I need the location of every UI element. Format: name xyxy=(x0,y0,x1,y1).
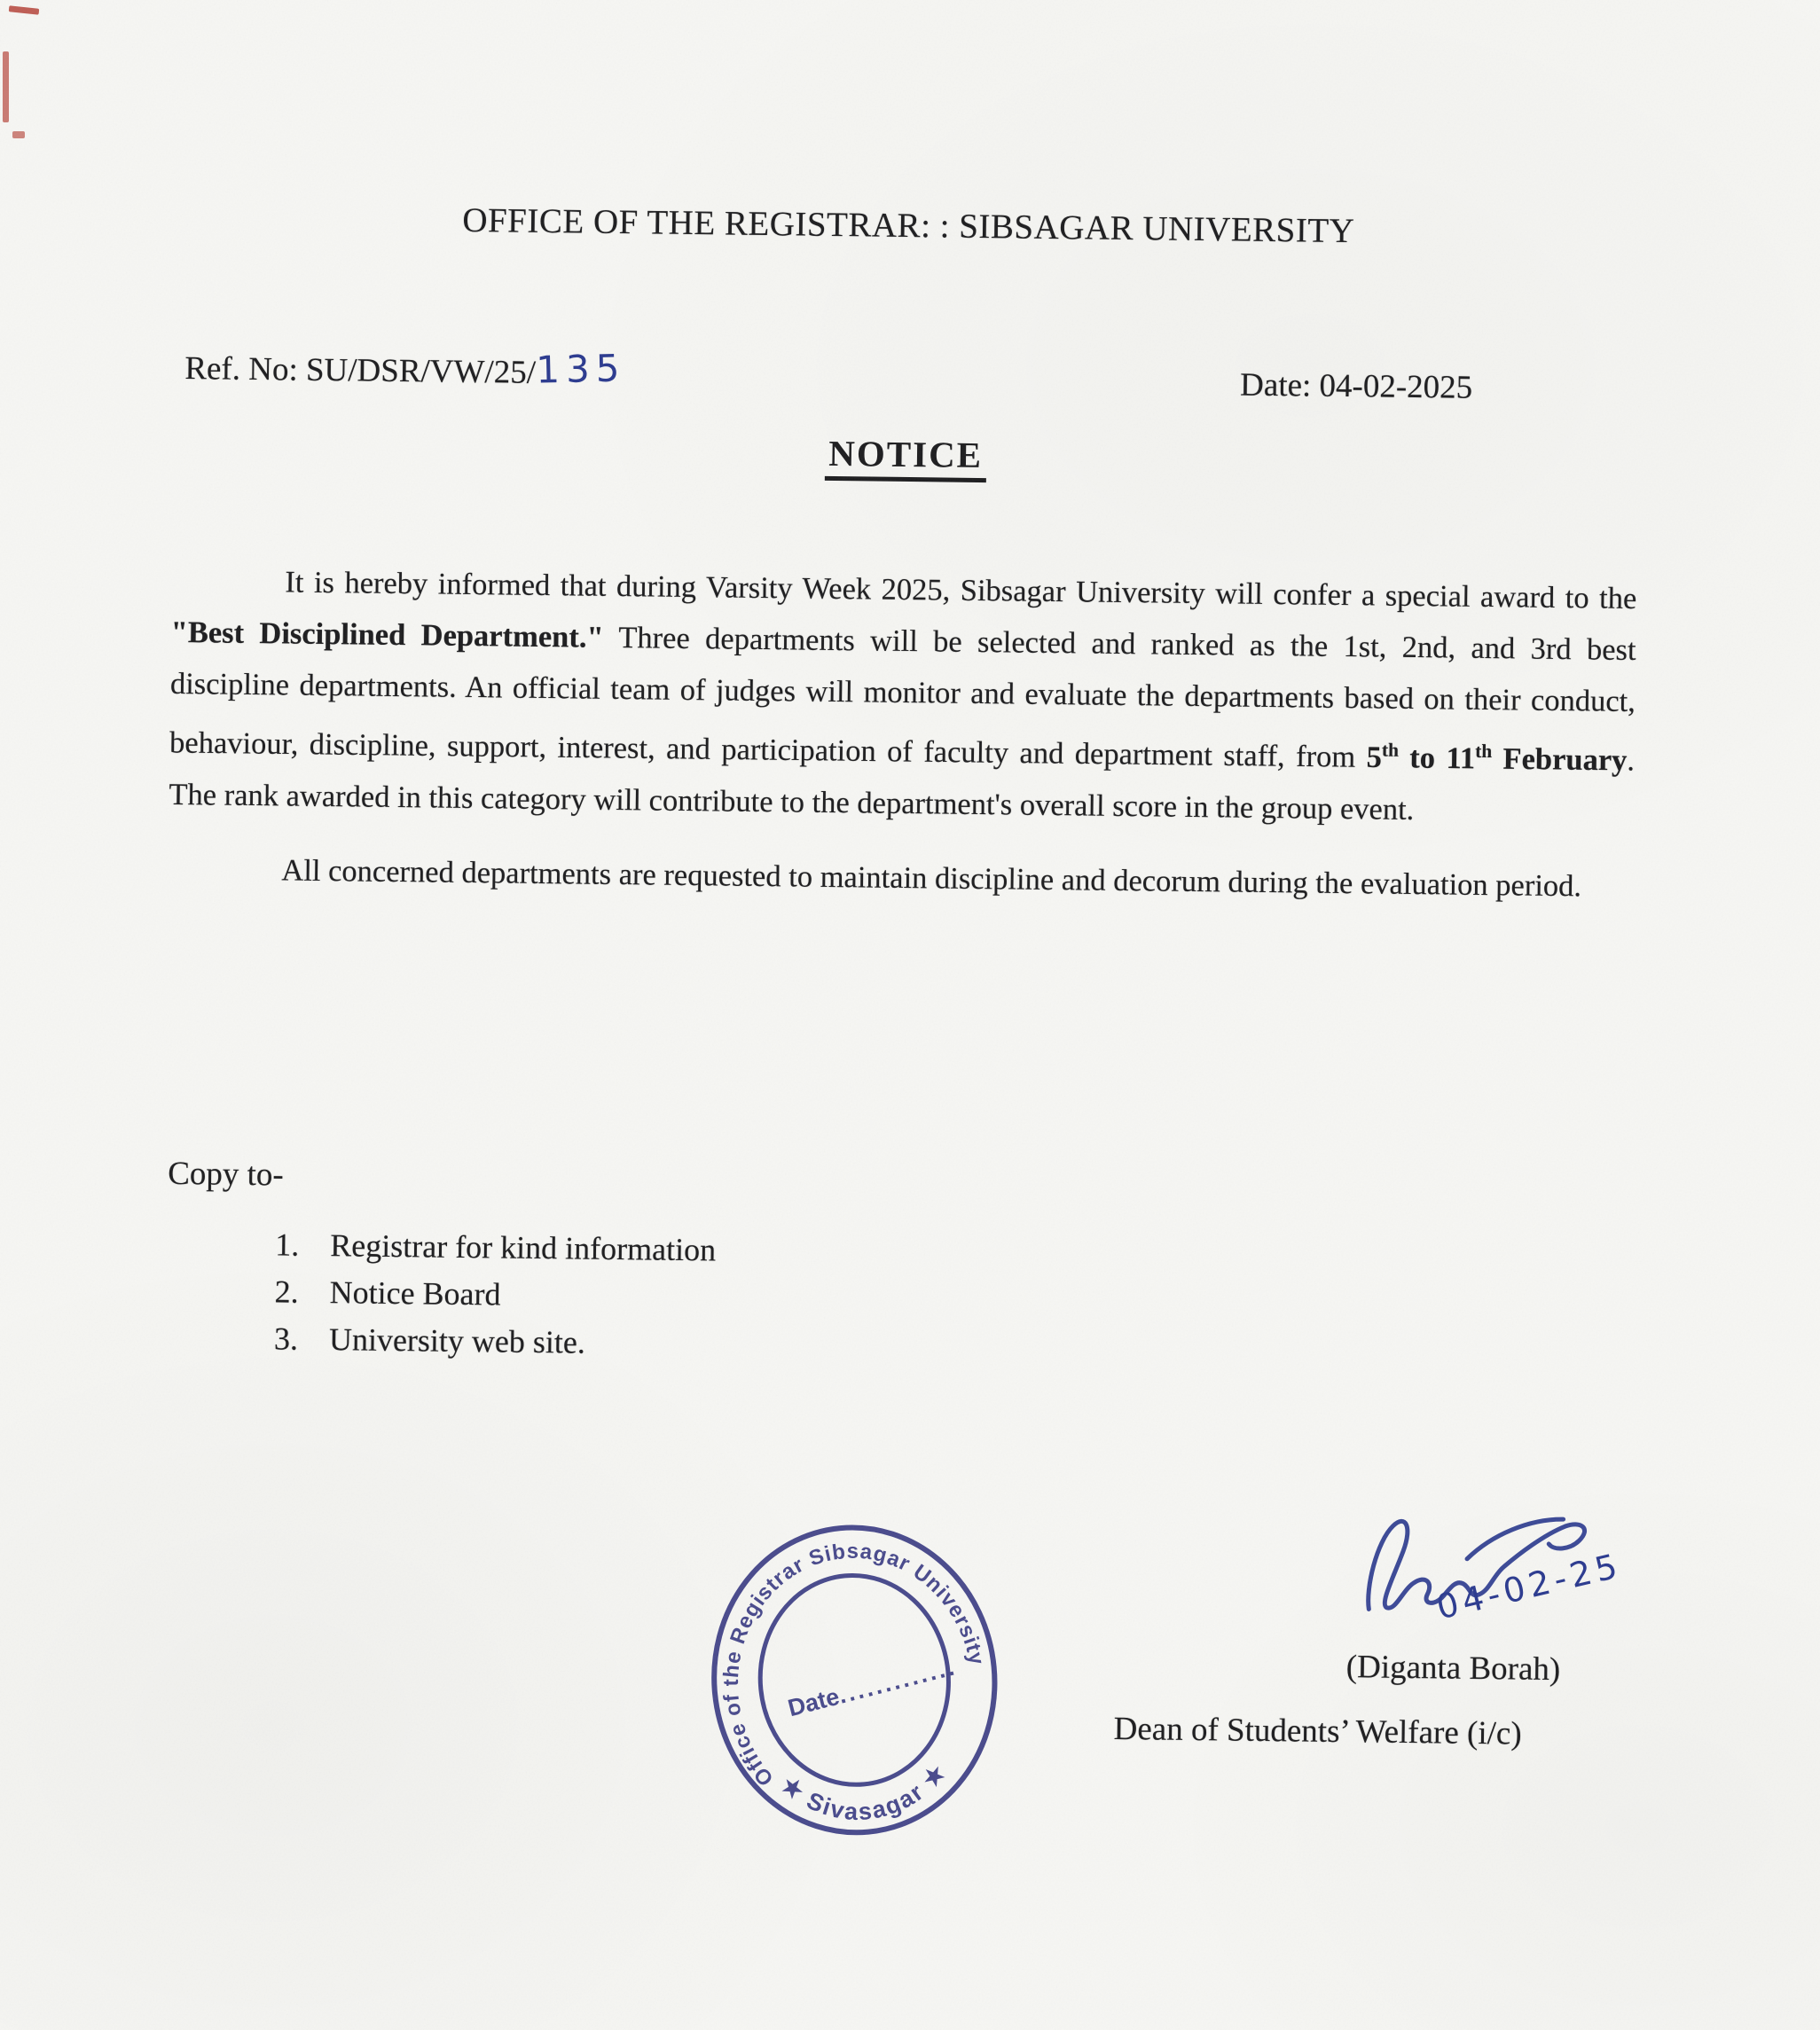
stamp-bottom-text: ★ Sivasagar ★ xyxy=(775,1758,953,1826)
notice-title-text: NOTICE xyxy=(825,433,986,482)
letter-body xyxy=(168,555,1637,913)
reference-label: Ref. No: SU/DSR/VW/25/ xyxy=(184,350,537,391)
list-item-text: Notice Board xyxy=(329,1274,501,1313)
office-round-stamp xyxy=(693,1505,1016,1854)
signatory-designation: Dean of Students’ Welfare (i/c) xyxy=(1113,1710,1522,1752)
stamp-graphic xyxy=(693,1505,1016,1854)
paragraph-2: All concerned departments are requested to maintain discipline and decorum during the evaluation period. xyxy=(281,852,1582,903)
handwritten-date: 04-02-25 xyxy=(1432,1545,1626,1627)
signatory-name: (Diganta Borah) xyxy=(1345,1649,1561,1689)
reference-number-handwritten: 135 xyxy=(535,346,626,392)
list-item xyxy=(274,1268,716,1321)
text-segment: It is hereby informed that during Varsity Week 2025, Sibsagar University will confer a special award to the xyxy=(285,565,1637,616)
reference-number xyxy=(184,344,625,393)
stamp-date-label: Date xyxy=(785,1682,843,1722)
list-item xyxy=(275,1221,717,1274)
list-item-text: Registrar for kind information xyxy=(330,1227,717,1268)
list-item-number: 3. xyxy=(273,1321,299,1357)
text-segment-bold: February xyxy=(1491,741,1628,778)
letter-date: Date: 04-02-2025 xyxy=(1239,366,1473,406)
svg-text:Date............. xyxy=(785,1653,959,1721)
text-segment-bold: "Best Disciplined Department." xyxy=(170,615,604,654)
text-segment: Three departments will be selected and ranked as the 1st, 2nd, and 3rd best discipline departments. An official team of judges will monitor and evaluate the departments based on their conduct, behaviour, discipline, support, interest, and participation of faculty and department staff, from xyxy=(169,620,1636,774)
paragraph-1 xyxy=(169,555,1637,838)
text-segment-superscript: th xyxy=(1475,740,1493,763)
stamp-date-dots: ............. xyxy=(835,1653,960,1709)
text-segment-bold: 5 xyxy=(1366,740,1383,775)
office-header: OFFICE OF THE REGISTRAR: : SIBSAGAR UNIVERSITY xyxy=(462,200,1355,251)
text-segment-bold: to 11 xyxy=(1398,741,1476,776)
text-segment-superscript: th xyxy=(1381,739,1400,761)
list-item-text: University web site. xyxy=(328,1321,586,1360)
list-item-number: 1. xyxy=(275,1227,300,1263)
copy-to-label: Copy to- xyxy=(167,1155,285,1194)
svg-text:Office of the Registrar Sibsag xyxy=(706,1527,999,1793)
copy-to-list xyxy=(274,1221,717,1368)
list-item xyxy=(274,1315,716,1368)
list-item-number: 2. xyxy=(274,1274,299,1310)
text-segment: . The rank awarded in this category will contribute to the department's overall score in the group event. xyxy=(169,743,1636,827)
notice-title xyxy=(0,421,1816,486)
stamp-arc-text: Office of the Registrar Sibsagar University xyxy=(718,1539,989,1791)
